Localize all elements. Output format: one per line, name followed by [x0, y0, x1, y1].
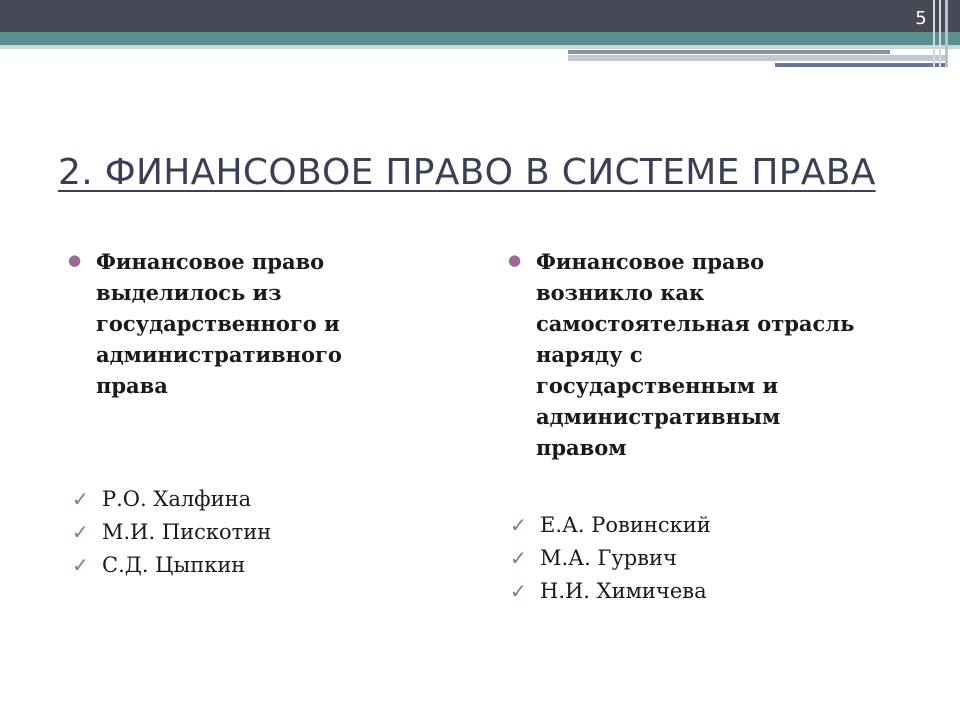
bullet-line: государственного и — [96, 311, 340, 336]
header-accent-line — [568, 50, 890, 54]
header-accent-line — [568, 55, 948, 61]
bullet-line: самостоятельная отрасль — [536, 311, 855, 336]
author-item — [510, 541, 711, 574]
left-column — [68, 246, 438, 401]
bullet-dot-icon: ● — [68, 251, 82, 269]
left-authors-list — [72, 482, 271, 581]
bullet-text — [536, 246, 854, 463]
author-name: Е.А. Ровинский — [540, 512, 711, 537]
header-dark-band — [0, 0, 960, 32]
bullet-line: административного — [96, 342, 342, 367]
author-item — [510, 508, 711, 541]
bullet-line: наряду с — [536, 342, 643, 367]
checkmark-icon: ✓ — [510, 578, 527, 603]
checkmark-icon: ✓ — [72, 519, 89, 544]
slide-number: 5 — [915, 8, 927, 29]
author-item — [72, 548, 271, 581]
bullet-line: государственным и — [536, 373, 779, 398]
bullet-line: возникло как — [536, 280, 705, 305]
author-item — [72, 482, 271, 515]
checkmark-icon: ✓ — [72, 486, 89, 511]
bullet-line: права — [96, 373, 168, 398]
author-name: М.И. Пискотин — [102, 519, 272, 544]
bullet-item — [508, 246, 928, 463]
bullet-line: правом — [536, 435, 627, 460]
header-accent-line — [775, 63, 945, 67]
header-vertical-line — [939, 0, 941, 67]
header-vertical-line — [945, 0, 948, 67]
slide-title: 2. ФИНАНСОВОЕ ПРАВО В СИСТЕМЕ ПРАВА — [58, 152, 876, 193]
header-teal-band — [0, 32, 960, 45]
bullet-line: выделилось из — [96, 280, 282, 305]
author-name: С.Д. Цыпкин — [102, 552, 246, 577]
author-name: Н.И. Химичева — [540, 578, 707, 603]
checkmark-icon: ✓ — [72, 552, 89, 577]
bullet-item — [68, 246, 438, 401]
author-name: М.А. Гурвич — [540, 545, 677, 570]
bullet-line: административным — [536, 404, 781, 429]
right-column — [508, 246, 928, 463]
bullet-text — [96, 246, 342, 401]
bullet-dot-icon: ● — [508, 251, 522, 269]
checkmark-icon: ✓ — [510, 545, 527, 570]
author-item — [510, 574, 711, 607]
checkmark-icon: ✓ — [510, 512, 527, 537]
bullet-line: Финансовое право — [96, 249, 325, 274]
right-authors-list — [510, 508, 711, 607]
author-name: Р.О. Халфина — [102, 486, 252, 511]
header-light-band — [0, 45, 960, 49]
author-item — [72, 515, 271, 548]
bullet-line: Финансовое право — [536, 249, 765, 274]
